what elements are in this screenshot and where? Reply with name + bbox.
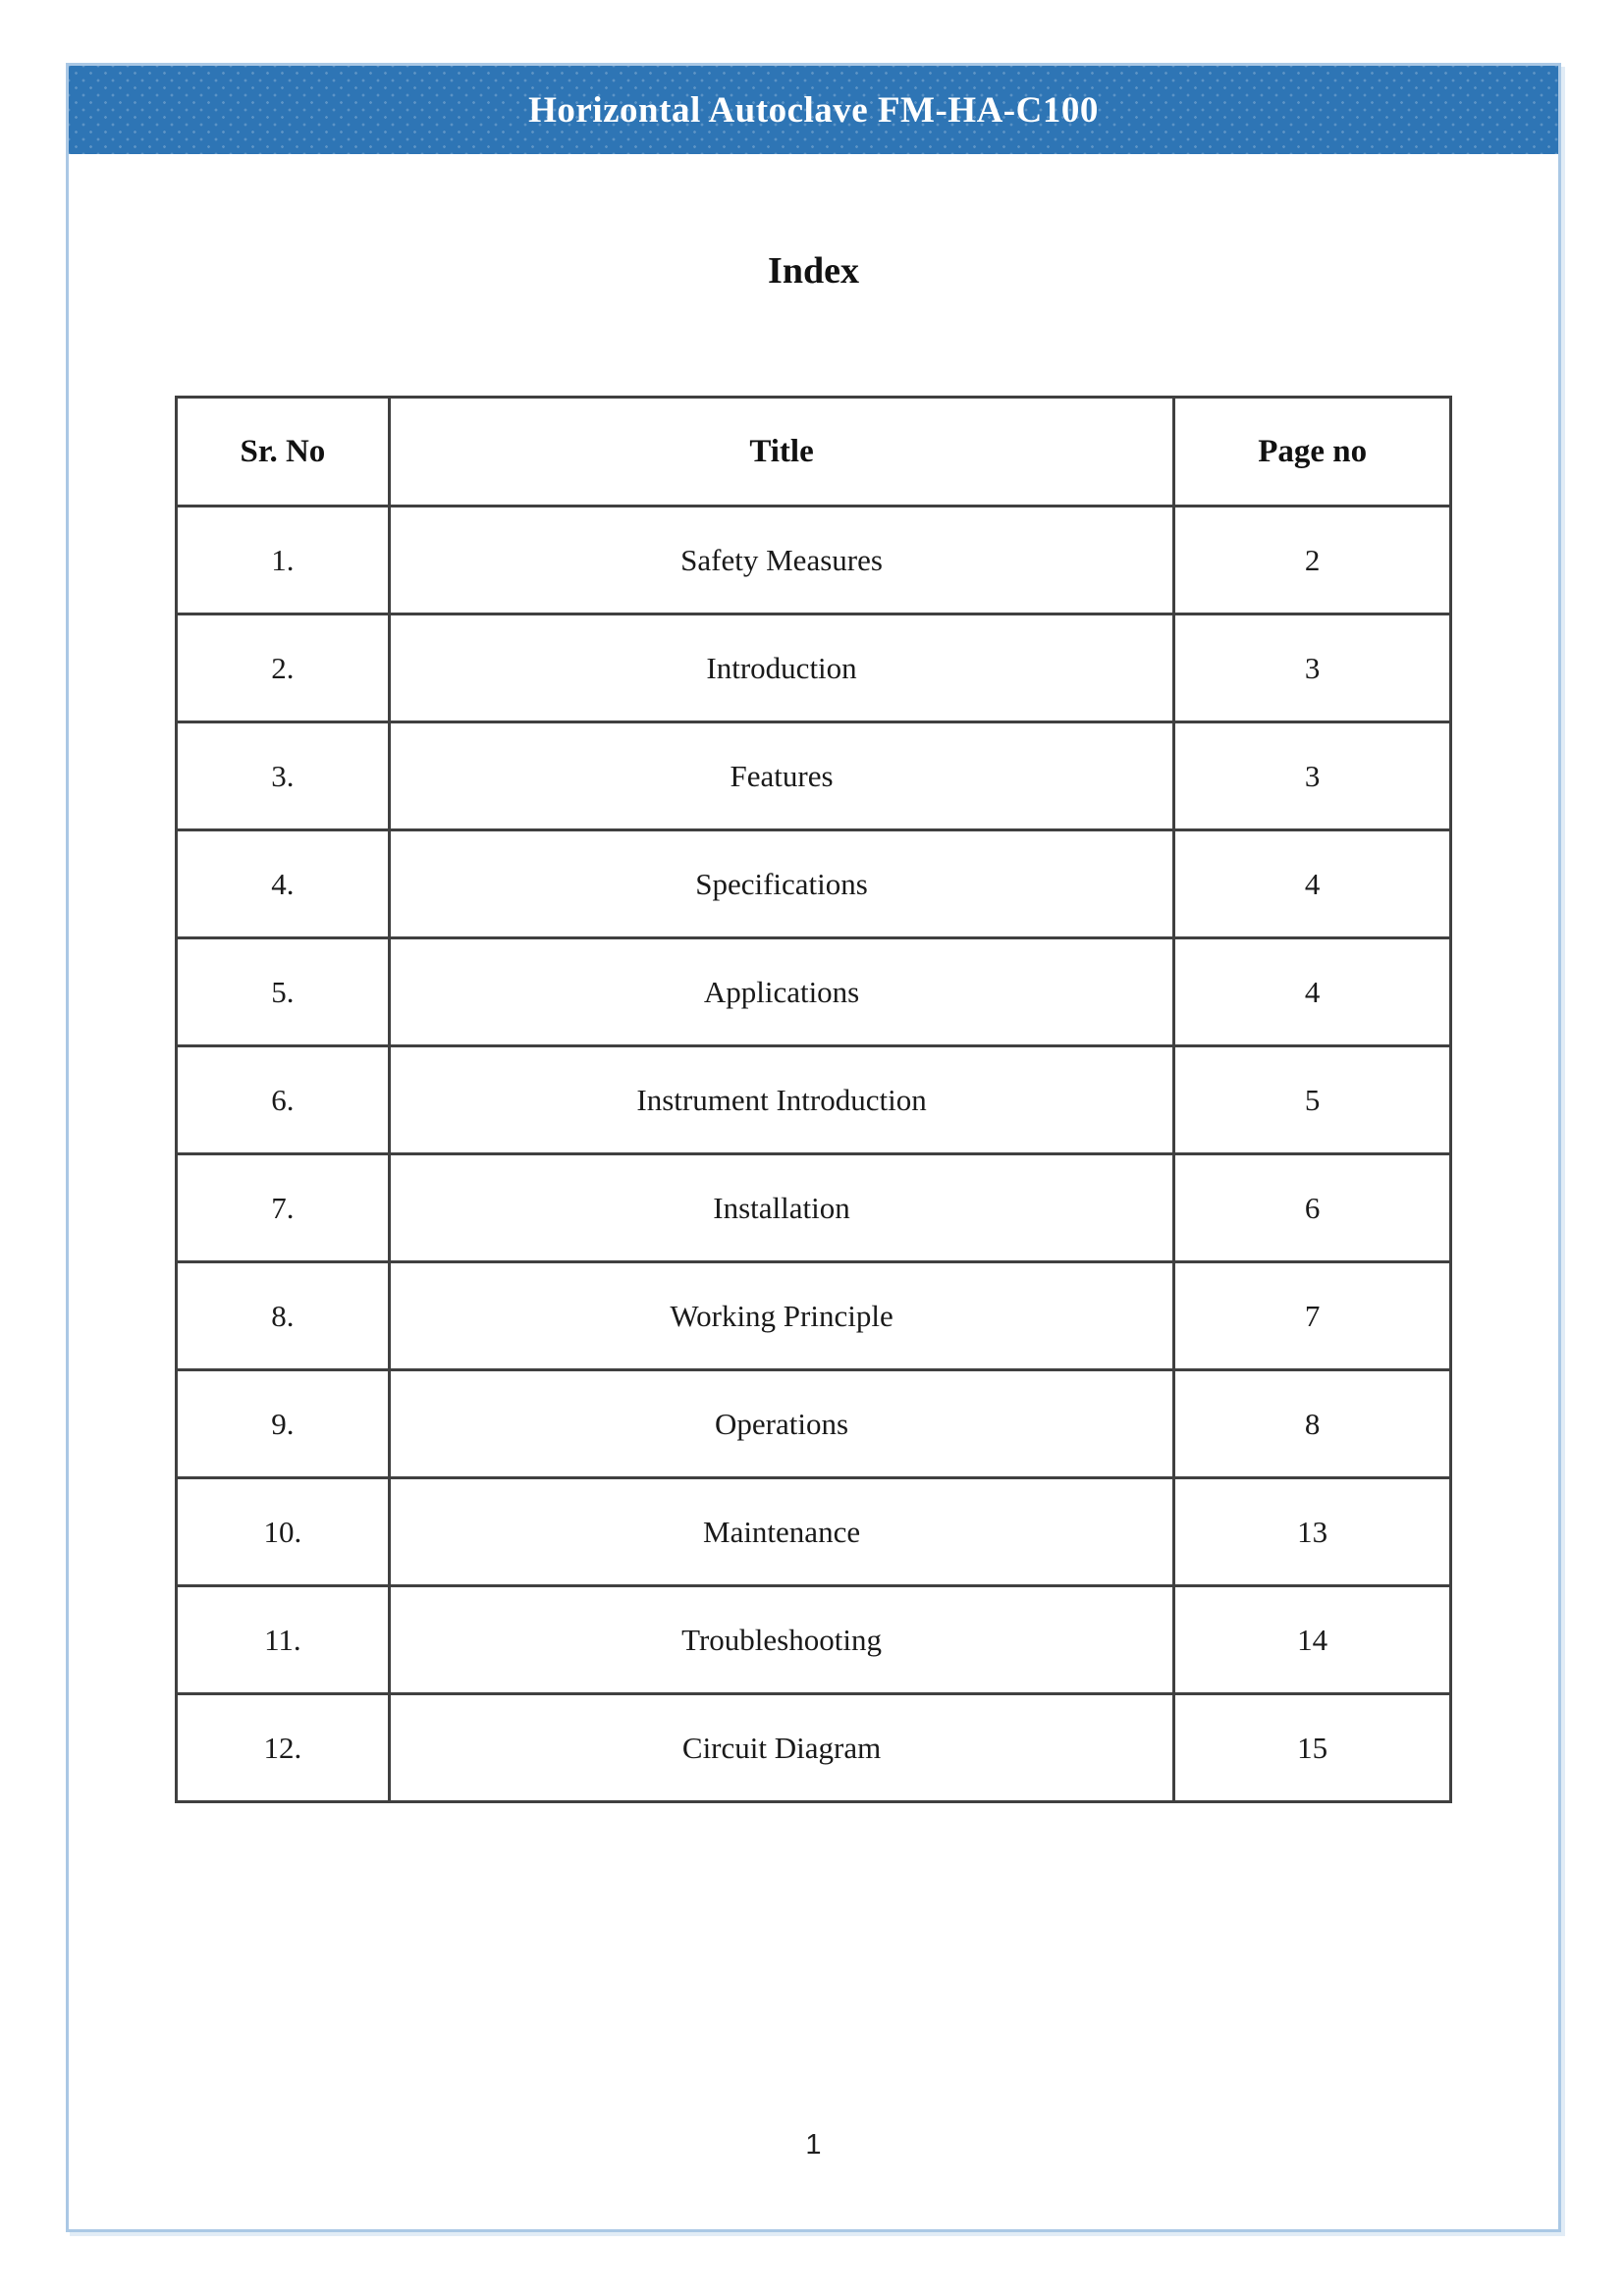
cell-title: Introduction [389, 614, 1174, 722]
index-table-row [177, 614, 1451, 722]
cell-title: Maintenance [389, 1478, 1174, 1586]
cell-sr-no: 11. [177, 1586, 390, 1694]
index-table-row [177, 1370, 1451, 1478]
cell-sr-no: 4. [177, 830, 390, 938]
cell-page-no: 7 [1174, 1262, 1451, 1370]
document-title: Horizontal Autoclave FM-HA-C100 [528, 89, 1099, 131]
cell-title: Safety Measures [389, 507, 1174, 614]
page-number: 1 [805, 2129, 822, 2161]
cell-sr-no: 1. [177, 507, 390, 614]
index-table-row [177, 1154, 1451, 1262]
index-table-row [177, 1046, 1451, 1154]
column-header-title: Title [389, 398, 1174, 507]
index-table-header-row [177, 398, 1451, 507]
cell-title: Circuit Diagram [389, 1694, 1174, 1802]
cell-title: Troubleshooting [389, 1586, 1174, 1694]
section-title: Index [768, 250, 859, 292]
cell-title: Instrument Introduction [389, 1046, 1174, 1154]
cell-sr-no: 3. [177, 722, 390, 830]
cell-page-no: 4 [1174, 830, 1451, 938]
cell-sr-no: 6. [177, 1046, 390, 1154]
cell-title: Specifications [389, 830, 1174, 938]
index-table-row [177, 1586, 1451, 1694]
column-header-page-no: Page no [1174, 398, 1451, 507]
cell-sr-no: 8. [177, 1262, 390, 1370]
cell-page-no: 14 [1174, 1586, 1451, 1694]
index-table-row [177, 1694, 1451, 1802]
index-table-row [177, 938, 1451, 1046]
cell-title: Features [389, 722, 1174, 830]
cell-title: Applications [389, 938, 1174, 1046]
cell-title: Installation [389, 1154, 1174, 1262]
index-table-row [177, 507, 1451, 614]
cell-page-no: 3 [1174, 614, 1451, 722]
cell-sr-no: 5. [177, 938, 390, 1046]
cell-page-no: 13 [1174, 1478, 1451, 1586]
cell-sr-no: 10. [177, 1478, 390, 1586]
index-table-row [177, 1478, 1451, 1586]
index-table-row [177, 830, 1451, 938]
cell-sr-no: 12. [177, 1694, 390, 1802]
cell-sr-no: 9. [177, 1370, 390, 1478]
index-table-body [177, 507, 1451, 1802]
cell-title: Operations [389, 1370, 1174, 1478]
index-table-row [177, 1262, 1451, 1370]
cell-page-no: 6 [1174, 1154, 1451, 1262]
cell-title: Working Principle [389, 1262, 1174, 1370]
cell-page-no: 4 [1174, 938, 1451, 1046]
cell-page-no: 15 [1174, 1694, 1451, 1802]
cell-sr-no: 2. [177, 614, 390, 722]
cell-page-no: 8 [1174, 1370, 1451, 1478]
column-header-sr-no: Sr. No [177, 398, 390, 507]
document-header-bar [69, 66, 1558, 154]
cell-page-no: 5 [1174, 1046, 1451, 1154]
index-table-row [177, 722, 1451, 830]
index-table [175, 396, 1452, 1803]
cell-sr-no: 7. [177, 1154, 390, 1262]
cell-page-no: 3 [1174, 722, 1451, 830]
cell-page-no: 2 [1174, 507, 1451, 614]
page-frame [66, 63, 1561, 2232]
